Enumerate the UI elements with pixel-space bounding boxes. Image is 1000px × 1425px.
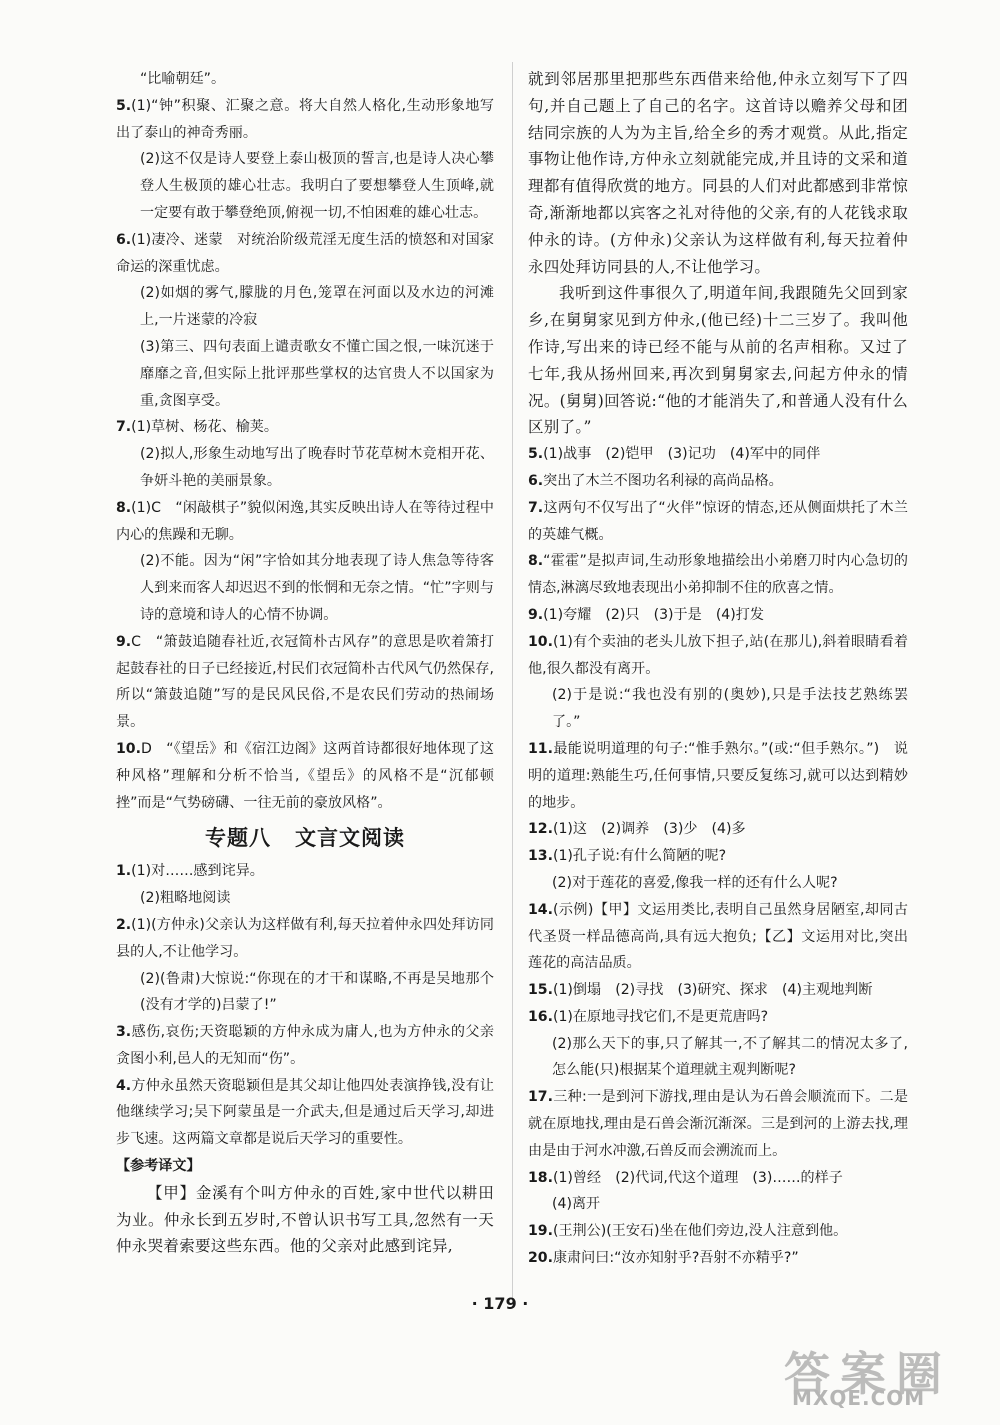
answer-subitem <box>116 441 494 495</box>
item-number: 10. <box>116 740 141 757</box>
item-number: 5. <box>528 446 544 463</box>
answer-item <box>116 629 494 736</box>
item-text: 感伤,哀伤;天资聪颖的方仲永成为庸人,也为方仲永的父亲贪图小利,邑人的无知而“伤”。 <box>116 1024 494 1067</box>
item-number: 9. <box>116 633 132 650</box>
item-text: 方仲永虽然天资聪颖但是其父却让他四处表演挣钱,没有让他继续学习;吴下阿蒙虽是一介武夫,但是通过后天学习,却进步飞速。这两篇文章都是说后天学习的重要性。 <box>116 1077 494 1148</box>
answer-item <box>528 977 908 1004</box>
item-text: D “《望岳》和《宿江边阁》这两首诗都很好地体现了这种风格”理解和分析不恰当,《望岳》的风格不是“沉郁顿挫”而是“气势磅礴、一往无前的豪放风格”。 <box>116 740 494 811</box>
answer-subitem <box>116 885 494 912</box>
subitem-text: (2)粗略地阅读 <box>140 890 231 907</box>
item-text: (1)孔子说:有什么简陋的呢? <box>552 848 727 865</box>
answer-subitem <box>116 146 494 226</box>
answer-item <box>528 1004 908 1031</box>
item-text: (1)对……感到诧异。 <box>131 863 264 880</box>
answer-item <box>528 629 908 683</box>
answer-item <box>528 548 908 602</box>
subitem-text: (2)不能。因为“闲”字恰如其分地表现了诗人焦急等待客人到来而客人却迟迟不到的怅惘和无奈之情。“忙”字则与诗的意境和诗人的心情不协调。 <box>140 553 494 623</box>
page-number: · 179 · <box>471 1294 529 1313</box>
answer-item <box>116 912 494 966</box>
subitem-text: (2)于是说:“我也没有别的(奥妙),只是手法技艺熟练罢了。” <box>552 687 908 731</box>
item-number: 5. <box>116 97 132 114</box>
item-text: (1)倒塌 (2)寻找 (3)研究、探求 (4)主观地判断 <box>552 982 873 999</box>
answer-continuation <box>116 66 494 93</box>
answer-item <box>528 1165 908 1192</box>
section-title <box>116 818 494 858</box>
right-column <box>528 66 908 1272</box>
item-number: 7. <box>528 499 544 516</box>
item-number: 2. <box>116 916 132 933</box>
item-text: (王荆公)(王安石)坐在他们旁边,没人注意到他。 <box>552 1223 848 1240</box>
watermark-glyph: 答 <box>784 1347 830 1401</box>
item-number: 11. <box>528 740 553 757</box>
item-number: 20. <box>528 1250 553 1267</box>
item-text: (1)(方仲永)父亲认为这样做有利,每天拉着仲永四处拜访同县的人,不让他学习。 <box>116 916 494 960</box>
item-number: 18. <box>528 1169 553 1186</box>
item-number: 10. <box>528 633 553 650</box>
watermark-glyph: 圈 <box>896 1347 942 1401</box>
answer-subitem <box>528 682 908 736</box>
item-number: 14. <box>528 901 553 918</box>
translation-text: 【甲】金溪有个叫方仲永的百姓,家中世代以耕田为业。仲永长到五岁时,不曾认识书写工具,忽然有一天仲永哭着索要这些东西。他的父亲对此感到诧异, <box>116 1183 494 1256</box>
translation-paragraph <box>116 1180 494 1260</box>
answer-item <box>528 1218 908 1245</box>
translation-paragraph <box>528 280 908 441</box>
item-text: (1)“钟”积聚、汇聚之意。将大自然人格化,生动形象地写出了泰山的神奇秀丽。 <box>116 97 494 141</box>
watermark-text: MXQE.COM <box>792 1386 926 1410</box>
answer-subitem <box>528 870 908 897</box>
answer-subitem <box>116 334 494 414</box>
item-number: 19. <box>528 1223 553 1240</box>
subitem-text: (3)第三、四句表面上谴责歌女不懂亡国之恨,一味沉迷于靡靡之音,但实际上批评那些掌权的达官贵人不以国家为重,贪图享受。 <box>140 338 494 409</box>
answer-item <box>528 441 908 468</box>
item-text: C “箫鼓追随春社近,衣冠简朴古风存”的意思是吹着箫打起鼓春社的日子已经接近,村民们衣冠简朴古代风气仍然保存,所以“箫鼓追随”写的是民风民俗,不是农民们劳动的热闹场景。 <box>116 633 494 731</box>
item-text: (1)在原地寻找它们,不是更荒唐吗? <box>552 1008 769 1025</box>
answer-item <box>528 736 908 816</box>
answer-subitem <box>116 966 494 1020</box>
answer-item <box>116 93 494 147</box>
translation-text: 就到邻居那里把那些东西借来给他,仲永立刻写下了四句,并自己题上了自己的名字。这首诗以赡养父母和团结同宗族的人为为主旨,给全乡的秀才观赏。从此,指定事物让他作诗,方仲永立刻就能完成,并且诗的文采和道理都有值得欣赏的地方。同县的人们对此都感到非常惊奇,渐渐地都以宾客之礼对待他的父亲,有的人花钱求取仲永的诗。(方仲永)父亲认为这样做有利,每天拉着仲永四处拜访同县的人,不让他学习。 <box>528 70 908 276</box>
item-text: 最能说明道理的句子:“惟手熟尔。”(或:“但手熟尔。”) 说明的道理:熟能生巧,任何事情,只要反复练习,就可以达到精妙的地步。 <box>528 740 908 811</box>
answer-subitem <box>116 548 494 628</box>
item-text: “霍霍”是拟声词,生动形象地描绘出小弟磨刀时内心急切的情态,淋漓尽致地表现出小弟抑制不住的欣喜之情。 <box>528 553 908 597</box>
answer-subitem <box>116 280 494 334</box>
item-text: (1)凄冷、迷蒙 对统治阶级荒淫无度生活的愤怒和对国家命运的深重忧虑。 <box>116 231 494 275</box>
column-divider <box>512 62 513 1298</box>
answer-item <box>528 495 908 549</box>
item-text: (1)C “闲敲棋子”貌似闲逸,其实反映出诗人在等待过程中内心的焦躁和无聊。 <box>116 499 494 543</box>
item-text: 三种:一是到河下游找,理由是认为石兽会顺流而下。二是就在原地找,理由是石兽会渐沉渐深。三是到河的上游去找,理由是由于河水冲激,石兽反而会溯流而上。 <box>528 1089 908 1159</box>
subitem-text: (2)这不仅是诗人要登上泰山极顶的誓言,也是诗人决心攀登人生极顶的雄心壮志。我明白了要想攀登人生顶峰,就一定要有敢于攀登绝顶,俯视一切,不怕困难的雄心壮志。 <box>140 151 494 221</box>
item-number: 8. <box>528 553 544 570</box>
item-text: (示例)【甲】文运用类比,表明自己虽然身居陋室,却同古代圣贤一样品德高尚,具有远大抱负;【乙】文运用对比,突出莲花的高洁品质。 <box>528 901 908 972</box>
section-number: 专题八 <box>205 825 271 851</box>
answer-item <box>528 1084 908 1164</box>
answer-item <box>116 1073 494 1153</box>
answer-item <box>528 843 908 870</box>
item-number: 1. <box>116 863 132 880</box>
item-number: 6. <box>528 472 544 489</box>
item-number: 4. <box>116 1077 132 1094</box>
answer-item <box>528 816 908 843</box>
translation-paragraph <box>528 66 908 280</box>
answer-item <box>528 602 908 629</box>
item-number: 8. <box>116 499 132 516</box>
subitem-text: (4)离开 <box>552 1196 601 1213</box>
continuation-text: “比喻朝廷”。 <box>140 71 226 87</box>
item-text: (1)这 (2)调养 (3)少 (4)多 <box>552 821 746 838</box>
item-number: 3. <box>116 1024 132 1041</box>
answer-item <box>116 227 494 281</box>
answer-item <box>528 1245 908 1272</box>
answer-item <box>116 858 494 885</box>
item-text: (1)曾经 (2)代词,代这个道理 (3)……的样子 <box>552 1169 843 1186</box>
translation-heading <box>116 1153 494 1180</box>
subitem-text: (2)如烟的雾气,朦胧的月色,笼罩在河面以及水边的河滩上,一片迷蒙的冷寂 <box>140 285 494 329</box>
heading-text: 【参考译文】 <box>116 1158 201 1175</box>
item-number: 16. <box>528 1008 553 1025</box>
answer-item <box>528 897 908 977</box>
answer-item <box>116 1019 494 1073</box>
watermark-glyph: 案 <box>840 1347 886 1401</box>
item-text: 突出了木兰不图功名利禄的高尚品格。 <box>543 472 783 489</box>
item-number: 15. <box>528 982 553 999</box>
subitem-text: (2)对于莲花的喜爱,像我一样的还有什么人呢? <box>552 874 838 891</box>
answer-subitem <box>528 1031 908 1085</box>
item-number: 9. <box>528 606 544 623</box>
left-column <box>116 66 494 1260</box>
item-text: (1)夸耀 (2)只 (3)于是 (4)打发 <box>543 606 764 623</box>
answer-item <box>116 736 494 816</box>
section-name: 文言文阅读 <box>295 825 405 851</box>
page-number-value: 179 <box>483 1294 517 1313</box>
item-text: 康肃问曰:“汝亦知射乎?吾射不亦精乎?” <box>552 1250 799 1267</box>
item-number: 13. <box>528 848 553 865</box>
watermark-logo <box>784 1338 984 1418</box>
item-number: 12. <box>528 821 553 838</box>
subitem-text: (2)拟人,形象生动地写出了晚春时节花草树木竞相开花、争妍斗艳的美丽景象。 <box>140 446 494 489</box>
item-text: (1)有个卖油的老头儿放下担子,站(在那儿),斜着眼睛看着他,很久都没有离开。 <box>528 633 908 677</box>
answer-item <box>116 414 494 441</box>
translation-text: 我听到这件事很久了,明道年间,我跟随先父回到家乡,在舅舅家见到方仲永,(他已经)十二三岁了。我叫他作诗,写出来的诗已经不能与从前的名声相称。又过了七年,我从扬州回来,再次到舅舅家去,问起方仲永的情况。(舅舅)回答说:“他的才能消失了,和普通人没有什么区别了。” <box>528 284 908 437</box>
subitem-text: (2)(鲁肃)大惊说:“你现在的才干和谋略,不再是吴地那个(没有才学的)吕蒙了!” <box>140 970 494 1014</box>
subitem-text: (2)那么天下的事,只了解其一,不了解其二的情况太多了,怎么能(只)根据某个道理就主观判断呢? <box>552 1035 908 1079</box>
answer-subitem <box>528 1191 908 1218</box>
item-text: (1)战事 (2)铠甲 (3)记功 (4)军中的同伴 <box>543 446 821 463</box>
item-text: 这两句不仅写出了“火伴”惊讶的情态,还从侧面烘托了木兰的英雄气概。 <box>528 499 908 543</box>
item-text: (1)草树、杨花、榆荚。 <box>131 419 278 436</box>
answer-item <box>528 468 908 495</box>
item-number: 6. <box>116 231 132 248</box>
answer-item <box>116 495 494 549</box>
item-number: 7. <box>116 419 132 436</box>
item-number: 17. <box>528 1089 553 1106</box>
